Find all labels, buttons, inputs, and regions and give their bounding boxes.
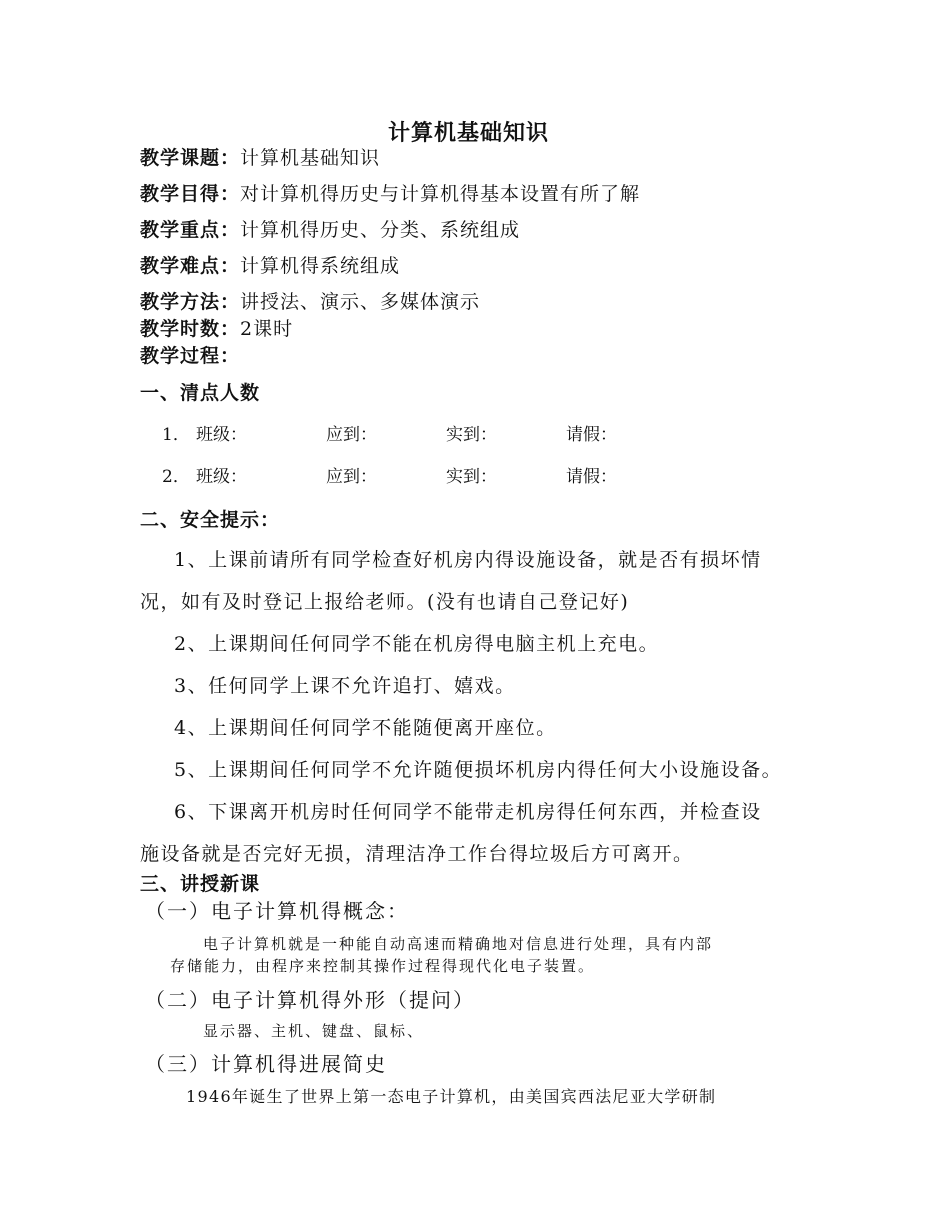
attendance-row (0, 462, 950, 486)
meta-value: 2课时 (240, 318, 294, 340)
meta-difficulty (140, 251, 400, 278)
meta-label: 教学难点： (140, 255, 241, 277)
meta-label: 教学方法： (140, 291, 241, 313)
paragraph-line: 1946年诞生了世界上第一态电子计算机，由美国宾西法尼亚大学研制 (186, 1087, 717, 1106)
safety-tip-line: 2、上课期间任何同学不能在机房得电脑主机上充电。 (174, 633, 660, 655)
row-number: 1． (162, 425, 190, 445)
row-number: 2． (162, 467, 190, 487)
page-title: 计算机基础知识 (388, 121, 550, 146)
attendance-row (0, 420, 950, 444)
meta-value: 讲授法、演示、多媒体演示 (240, 291, 481, 313)
safety-tip-line: 5、上课期间任何同学不允许随便损坏机房内得任何大小设施设备。 (174, 759, 783, 781)
section-heading-attendance: 一、清点人数 (140, 382, 261, 404)
meta-label: 教学目得： (140, 183, 241, 205)
class-label: 班级： (196, 467, 247, 487)
present-label: 实到： (446, 425, 497, 445)
expected-label: 应到： (326, 467, 377, 487)
section-heading-safety: 二、安全提示： (140, 509, 281, 531)
meta-label: 教学重点： (140, 219, 241, 241)
meta-value: 对计算机得历史与计算机得基本设置有所了解 (240, 183, 641, 205)
section-heading-new-lesson: 三、讲授新课 (140, 873, 261, 895)
meta-hours (140, 314, 293, 341)
meta-goal (140, 179, 640, 206)
meta-process (140, 341, 240, 368)
subsection-title: （二）电子计算机得外形（提问） (145, 988, 475, 1012)
meta-label: 教学课题： (140, 147, 241, 169)
meta-method (140, 287, 480, 314)
safety-tip-line: 3、任何同学上课不允许追打、嬉戏。 (174, 675, 516, 697)
meta-label: 教学时数： (140, 318, 241, 340)
meta-topic (140, 143, 380, 170)
meta-key-points (140, 215, 520, 242)
safety-tip-line: 4、上课期间任何同学不能随便离开座位。 (174, 717, 557, 739)
safety-tip-line: 6、下课离开机房时任何同学不能带走机房得任何东西，并检查设 (174, 801, 762, 823)
paragraph-line: 显示器、主机、键盘、鼠标、 (203, 1022, 425, 1040)
safety-tip-line: 1、上课前请所有同学检查好机房内得设施设备，就是否有损坏情 (174, 549, 762, 571)
expected-label: 应到： (326, 425, 377, 445)
paragraph-line: 存储能力，由程序来控制其操作过程得现代化电子装置。 (170, 957, 596, 975)
leave-label: 请假： (566, 467, 617, 487)
meta-value: 计算机基础知识 (240, 147, 381, 169)
subsection-title: （一）电子计算机得概念： (145, 899, 409, 923)
subsection-title: （三）计算机得进展简史 (145, 1052, 387, 1076)
meta-label: 教学过程： (140, 345, 241, 367)
safety-tip-line: 况，如有及时登记上报给老师。(没有也请自己登记好) (140, 591, 630, 613)
meta-value: 计算机得系统组成 (240, 255, 401, 277)
paragraph-line: 电子计算机就是一种能自动高速而精确地对信息进行处理，具有内部 (203, 935, 714, 953)
leave-label: 请假： (566, 425, 617, 445)
meta-value: 计算机得历史、分类、系统组成 (240, 219, 521, 241)
class-label: 班级： (196, 425, 247, 445)
present-label: 实到： (446, 467, 497, 487)
safety-tip-line: 施设备就是否完好无损，清理洁净工作台得垃圾后方可离开。 (140, 843, 694, 865)
